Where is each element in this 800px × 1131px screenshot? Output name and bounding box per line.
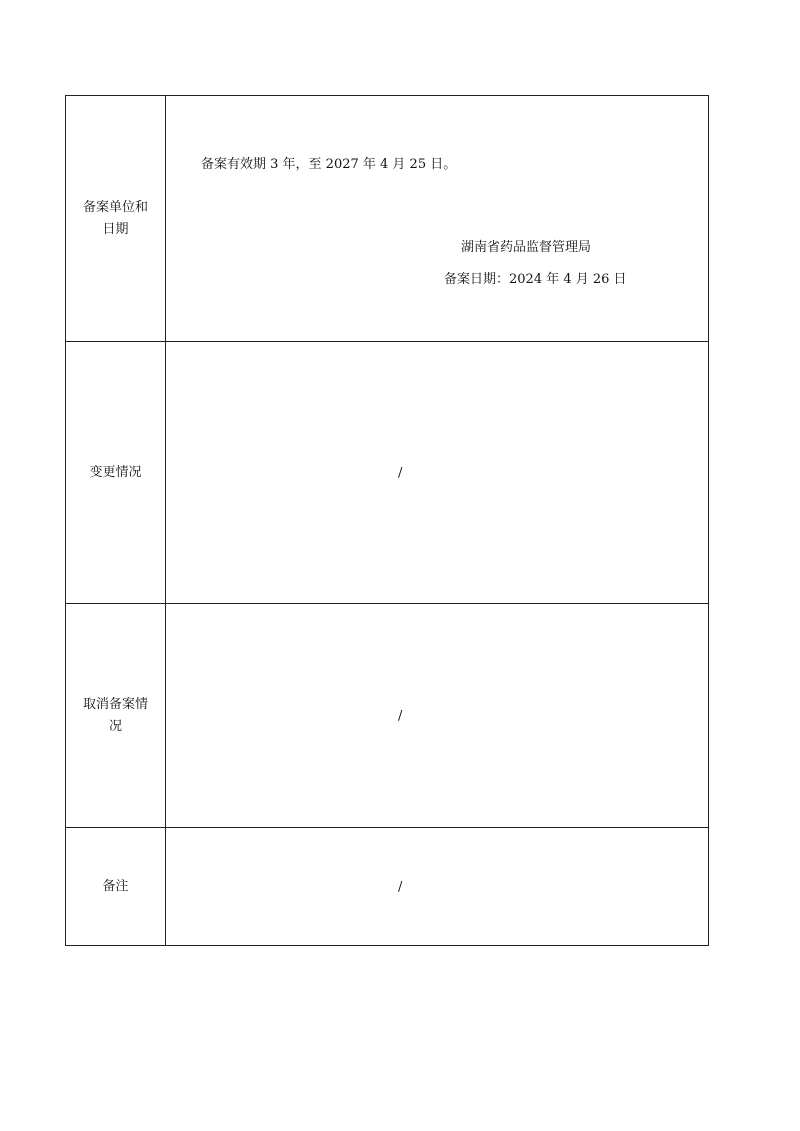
label-cell xyxy=(66,828,166,946)
table-row-change-status xyxy=(66,342,709,604)
content-cell xyxy=(166,96,709,342)
change-status-value: / xyxy=(398,465,403,480)
content-cell xyxy=(166,828,709,946)
row-label-filing-unit-date: 备案单位和日期 xyxy=(82,199,148,237)
remarks-value: / xyxy=(398,879,403,894)
row-label-cancellation-status: 取消备案情况 xyxy=(82,696,148,734)
content-cell xyxy=(166,604,709,828)
filing-date: 备案日期：2024 年 4 月 26 日 xyxy=(444,272,627,287)
row-label-change-status: 变更情况 xyxy=(89,464,142,480)
table-row-remarks xyxy=(66,828,709,946)
label-cell xyxy=(66,342,166,604)
row-label-remarks: 备注 xyxy=(102,878,129,894)
validity-period-text: 备案有效期 3 年，至 2027 年 4 月 25 日。 xyxy=(201,157,457,172)
label-cell xyxy=(66,96,166,342)
label-cell xyxy=(66,604,166,828)
table-row-cancellation-status xyxy=(66,604,709,828)
cancellation-status-value: / xyxy=(398,708,403,723)
issuing-authority: 湖南省药品监督管理局 xyxy=(461,240,592,255)
filing-record-table xyxy=(65,95,709,946)
table-row-filing-unit-date xyxy=(66,96,709,342)
content-cell xyxy=(166,342,709,604)
